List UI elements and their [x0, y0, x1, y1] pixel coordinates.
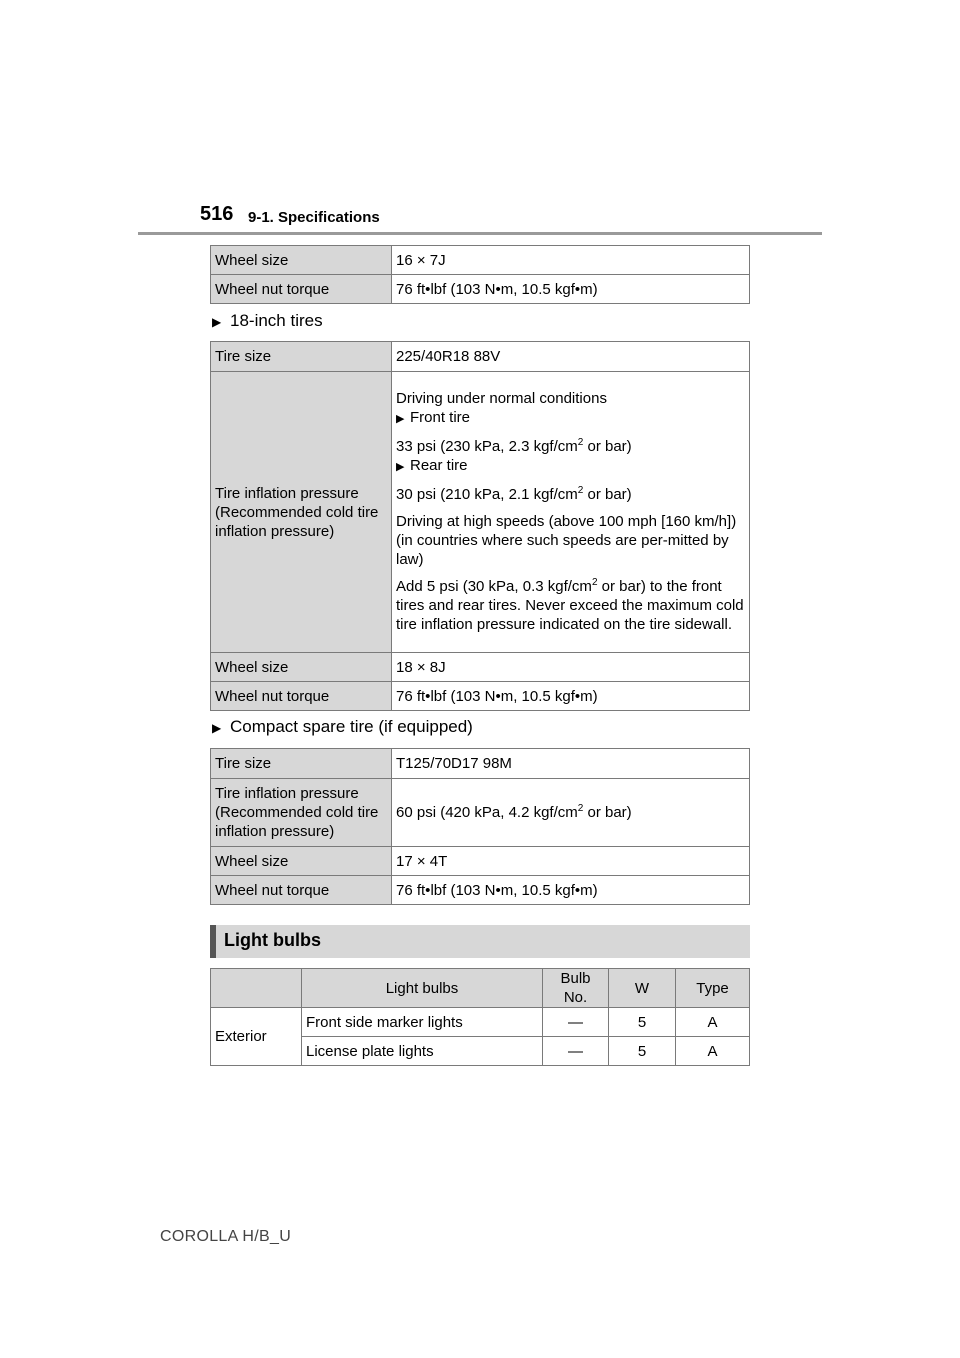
table-row — [211, 876, 750, 905]
wheel-nut-torque-label: Wheel nut torque — [211, 275, 392, 304]
wheel-nut-torque-label: Wheel nut torque — [211, 682, 392, 711]
page-number: 516 — [200, 203, 234, 225]
table-row — [211, 682, 750, 711]
tire-size-value: T125/70D17 98M — [392, 749, 750, 779]
bulb-watts: 5 — [609, 1008, 676, 1037]
group-exterior: Exterior — [211, 1008, 302, 1066]
bulb-number: — — [543, 1037, 609, 1066]
table-row — [211, 847, 750, 876]
wheel-nut-torque-value: 76 ft•lbf (103 N•m, 10.5 kgf•m) — [392, 682, 750, 711]
wheel-16-table — [210, 245, 750, 304]
wheel-nut-torque-value: 76 ft•lbf (103 N•m, 10.5 kgf•m) — [392, 876, 750, 905]
heading-compact-spare-text: Compact spare tire (if equipped) — [230, 717, 473, 736]
section-title-bar — [210, 925, 216, 958]
light-bulbs-section-title — [210, 925, 750, 958]
wheel-nut-torque-value: 76 ft•lbf (103 N•m, 10.5 kgf•m) — [392, 275, 750, 304]
column-header-blank — [211, 969, 302, 1008]
tire-size-label: Tire size — [211, 749, 392, 779]
table-row — [211, 372, 750, 653]
heading-compact-spare — [212, 717, 473, 737]
bulb-type: A — [676, 1008, 750, 1037]
rear-tire-value: 30 psi (210 kPa, 2.1 kgf/$cm^2$ or bar) — [396, 484, 632, 503]
table-row — [211, 275, 750, 304]
column-header-type: Type — [676, 969, 750, 1008]
spare-tire-table — [210, 748, 750, 905]
front-tire-value: 33 psi (230 kPa, 2.3 kgf/$cm^2$ or bar) — [396, 436, 632, 455]
tire-size-label: Tire size — [211, 342, 392, 372]
wheel-size-value: 17 × 4T — [392, 847, 750, 876]
high-speed-heading: Driving at high speeds (above 100 mph [160 km/h]) (in countries where such speeds are per-mitted by law) — [396, 512, 737, 568]
triangle-right-icon: ▶ — [212, 315, 222, 329]
light-bulbs-table — [210, 968, 750, 1066]
column-header-light-bulbs: Light bulbs — [302, 969, 543, 1008]
heading-18-inch — [212, 311, 323, 331]
triangle-right-icon: ▶ — [212, 721, 222, 735]
inflation-pressure-value — [392, 372, 750, 653]
column-header-w: W — [609, 969, 676, 1008]
tire-size-value: 225/40R18 88V — [392, 342, 750, 372]
wheel-size-label: Wheel size — [211, 847, 392, 876]
heading-18-inch-text: 18-inch tires — [230, 311, 323, 330]
rear-tire-text: Rear tire — [410, 456, 468, 474]
bulb-number: — — [543, 1008, 609, 1037]
table-row — [211, 749, 750, 779]
front-tire-text: Front tire — [410, 408, 471, 426]
triangle-right-icon: ▶ — [396, 460, 405, 473]
inflation-pressure-value: 60 psi (420 kPa, 4.2 kgf/$cm^2$ or bar) — [392, 779, 750, 847]
wheel-nut-torque-label: Wheel nut torque — [211, 876, 392, 905]
bulb-name: Front side marker lights — [302, 1008, 543, 1037]
table-row — [211, 342, 750, 372]
table-header-row — [211, 969, 750, 1008]
footer-model-code: COROLLA H/B_U — [160, 1228, 292, 1245]
column-header-bulb-no: Bulb No. — [543, 969, 609, 1008]
triangle-right-icon: ▶ — [396, 412, 405, 425]
table-row — [211, 246, 750, 275]
table-row — [211, 1008, 750, 1037]
normal-conditions-heading: Driving under normal conditions — [396, 389, 607, 407]
section-title: 9-1. Specifications — [248, 209, 380, 226]
light-bulbs-title-text: Light bulbs — [224, 930, 321, 950]
bulb-type: A — [676, 1037, 750, 1066]
tire-18-table — [210, 341, 750, 711]
table-row — [211, 779, 750, 847]
rear-tire-label — [396, 456, 745, 477]
wheel-size-value: 18 × 8J — [392, 653, 750, 682]
inflation-pressure-label: Tire inflation pressure (Recommended cold tire inflation pressure) — [211, 372, 392, 653]
high-speed-value: Add 5 psi (30 kPa, 0.3 kgf/$cm^2$ or bar) to the front tires and rear tires. Never exceed the maximum cold tire inflation pressure indicated on the tire sidewall. — [396, 576, 744, 633]
front-tire-label — [396, 408, 745, 429]
wheel-size-value: 16 × 7J — [392, 246, 750, 275]
wheel-size-label: Wheel size — [211, 246, 392, 275]
bulb-watts: 5 — [609, 1037, 676, 1066]
inflation-pressure-label: Tire inflation pressure (Recommended cold tire inflation pressure) — [211, 779, 392, 847]
header-rule — [138, 232, 822, 235]
table-row — [211, 653, 750, 682]
wheel-size-label: Wheel size — [211, 653, 392, 682]
bulb-name: License plate lights — [302, 1037, 543, 1066]
